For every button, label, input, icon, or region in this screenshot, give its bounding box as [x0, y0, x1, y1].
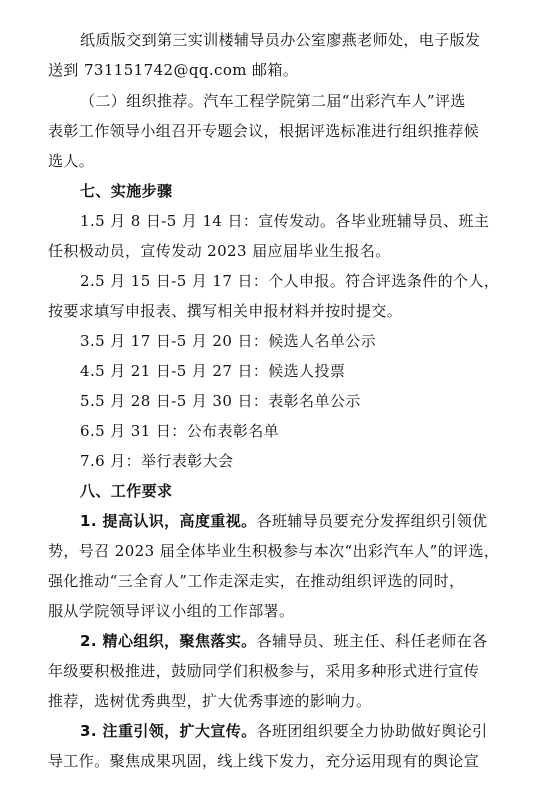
paragraph-line: （二）组织推荐。汽车工程学院第二届“出彩汽车人”评选 — [80, 92, 466, 110]
requirement-text: 各辅导员、班主任、科任老师在各 — [256, 632, 488, 650]
paragraph-line: 导工作。聚焦成果巩固，线上线下发力，充分运用现有的舆论宣 — [48, 752, 480, 770]
paragraph-line: 送到 731151742@qq.com 邮箱。 — [48, 61, 299, 79]
paragraph-line: 纸质版交到第三实训楼辅导员办公室廖燕老师处，电子版发 — [80, 31, 481, 49]
step-line: 3.5 月 17 日-5 月 20 日：候选人名单公示 — [80, 332, 377, 350]
step-line: 任积极动员，宣传发动 2023 届应届毕业生报名。 — [48, 242, 391, 260]
section-heading-7: 七、实施步骤 — [80, 182, 173, 200]
requirement-title: 2. 精心组织，聚焦落实。 — [80, 632, 257, 650]
requirement-title: 1. 提高认识，高度重视。 — [80, 512, 257, 530]
step-line: 5.5 月 28 日-5 月 30 日：表彰名单公示 — [80, 392, 361, 410]
paragraph-line: 选人。 — [48, 152, 95, 170]
requirement-text: 各班团组织要全力协助做好舆论引 — [256, 722, 488, 740]
paragraph-line: 服从学院领导评议小组的工作部署。 — [48, 602, 295, 620]
requirement-line — [80, 631, 512, 651]
paragraph-line: 表彰工作领导小组召开专题会议，根据评选标准进行组织推荐候 — [48, 122, 480, 140]
paragraph-line: 年级要积极推进，鼓励同学们积极参与，采用多种形式进行宣传 — [48, 662, 480, 680]
requirement-line — [80, 511, 512, 531]
requirement-text: 各班辅导员要充分发挥组织引领优 — [256, 512, 488, 530]
step-line: 6.5 月 31 日：公布表彰名单 — [80, 422, 280, 440]
requirement-title: 3. 注重引领，扩大宣传。 — [80, 722, 257, 740]
paragraph-line: 推荐，选树优秀典型，扩大优秀事迹的影响力。 — [48, 692, 372, 710]
step-line: 1.5 月 8 日-5 月 14 日：宣传发动。各毕业班辅导员、班主 — [80, 212, 490, 230]
step-line: 按要求填写申报表、撰写相关申报材料并按时提交。 — [48, 302, 403, 320]
step-line: 2.5 月 15 日-5 月 17 日：个人申报。符合评选条件的个人， — [80, 272, 500, 290]
requirement-line — [80, 721, 512, 741]
step-line: 7.6 月：举行表彰大会 — [80, 452, 234, 470]
section-heading-8: 八、工作要求 — [80, 482, 173, 500]
paragraph-line: 强化推动“三全育人”工作走深走实，在推动组织评选的同时， — [48, 572, 465, 590]
step-line: 4.5 月 21 日-5 月 27 日：候选人投票 — [80, 362, 346, 380]
paragraph-line: 势，号召 2023 届全体毕业生积极参与本次“出彩汽车人”的评选， — [48, 542, 500, 560]
